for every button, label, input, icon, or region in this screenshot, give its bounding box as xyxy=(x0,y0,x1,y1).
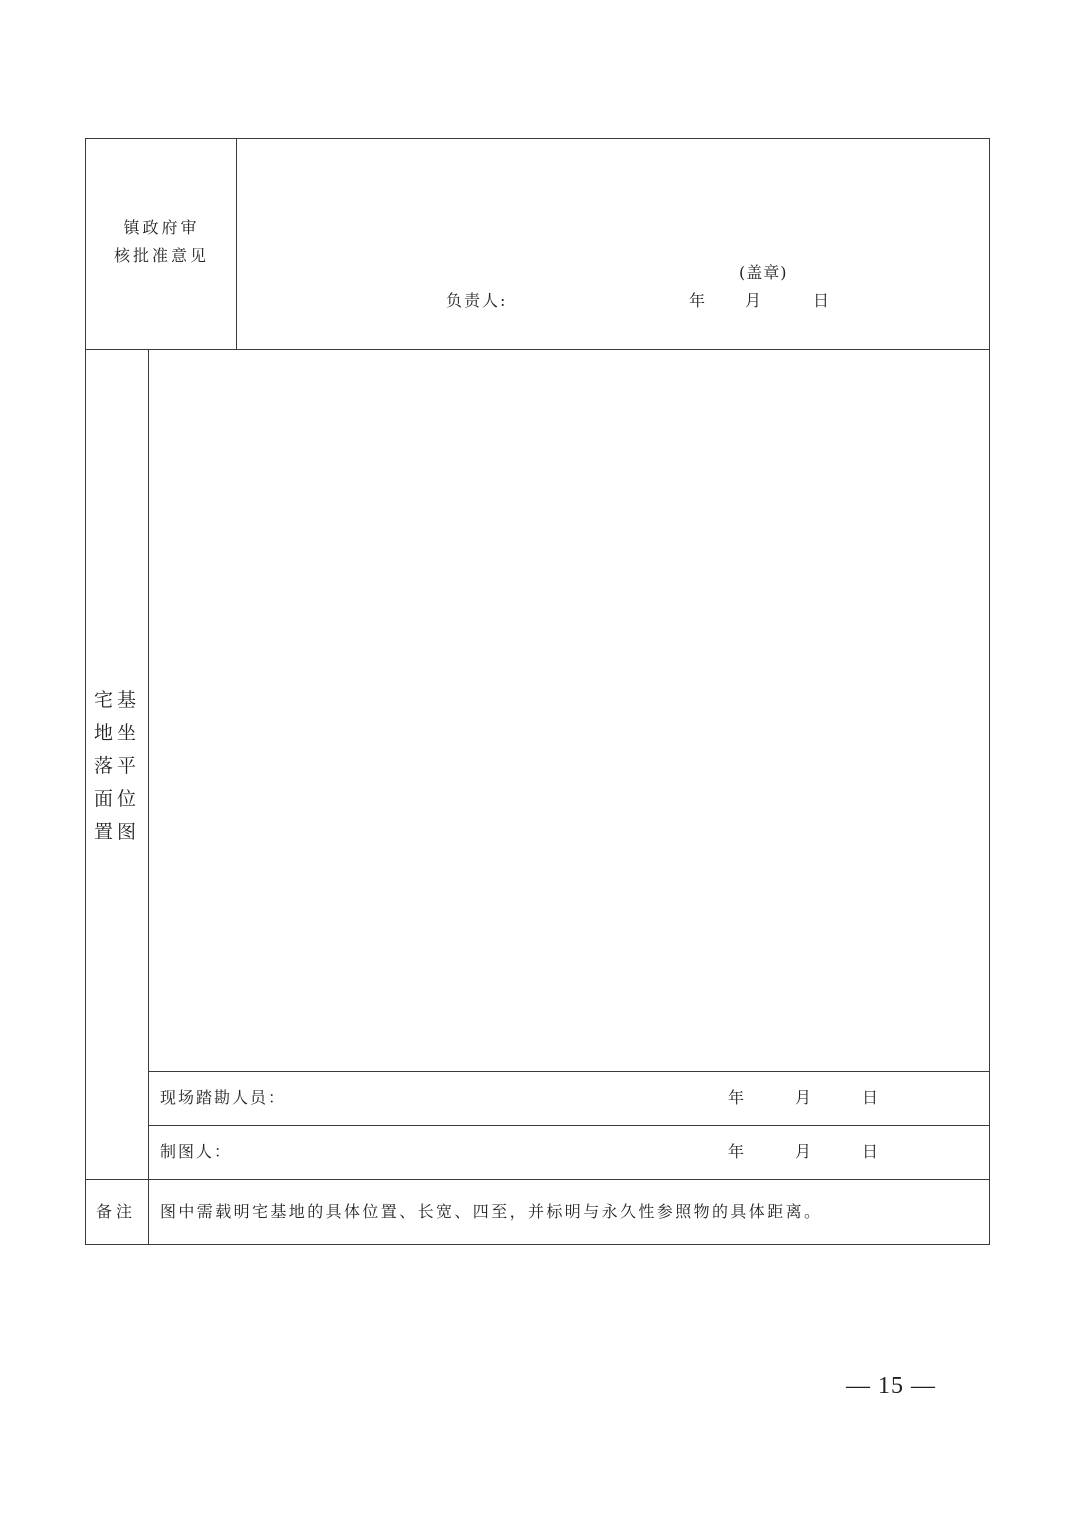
seal-text: (盖章) xyxy=(739,263,788,282)
approval-year: 年 xyxy=(689,291,708,310)
survey-row-top-border xyxy=(148,1071,990,1072)
drafter-day: 日 xyxy=(862,1142,881,1161)
site-plan-label-row: 宅基 xyxy=(93,689,140,711)
page-number: — 15 — xyxy=(846,1373,936,1399)
survey-day: 日 xyxy=(862,1088,881,1107)
drafter-row-top-border xyxy=(148,1125,990,1126)
table-right-border xyxy=(989,138,990,1245)
survey-staff-label: 现场踏勘人员： xyxy=(160,1088,287,1107)
approval-label xyxy=(86,214,237,270)
site-plan-drawing-area xyxy=(149,350,989,1071)
drafter-label: 制图人： xyxy=(160,1142,233,1161)
site-plan-label-row: 落平 xyxy=(93,755,140,777)
table-top-border xyxy=(85,138,990,139)
drafter-year: 年 xyxy=(728,1142,747,1161)
site-plan-label-row: 地坐 xyxy=(93,722,140,744)
approval-month: 月 xyxy=(745,291,764,310)
remarks-content: 图中需载明宅基地的具体位置、长宽、四至，并标明与永久性参照物的具体距离。 xyxy=(160,1202,823,1221)
remarks-label: 备注 xyxy=(96,1202,137,1221)
survey-year: 年 xyxy=(728,1088,747,1107)
drafter-month: 月 xyxy=(795,1142,814,1161)
site-plan-label-row: 置图 xyxy=(93,821,140,843)
site-plan-label-row: 面位 xyxy=(93,788,140,810)
table-bottom-border xyxy=(85,1244,990,1245)
site-plan-label xyxy=(86,684,148,849)
remarks-top-border xyxy=(85,1179,990,1180)
approval-label-line2: 核批准意见 xyxy=(113,246,209,265)
survey-month: 月 xyxy=(795,1088,814,1107)
approval-day: 日 xyxy=(813,291,832,310)
approval-label-line1: 镇政府审 xyxy=(123,218,200,237)
responsible-person-label: 负责人: xyxy=(446,291,508,310)
